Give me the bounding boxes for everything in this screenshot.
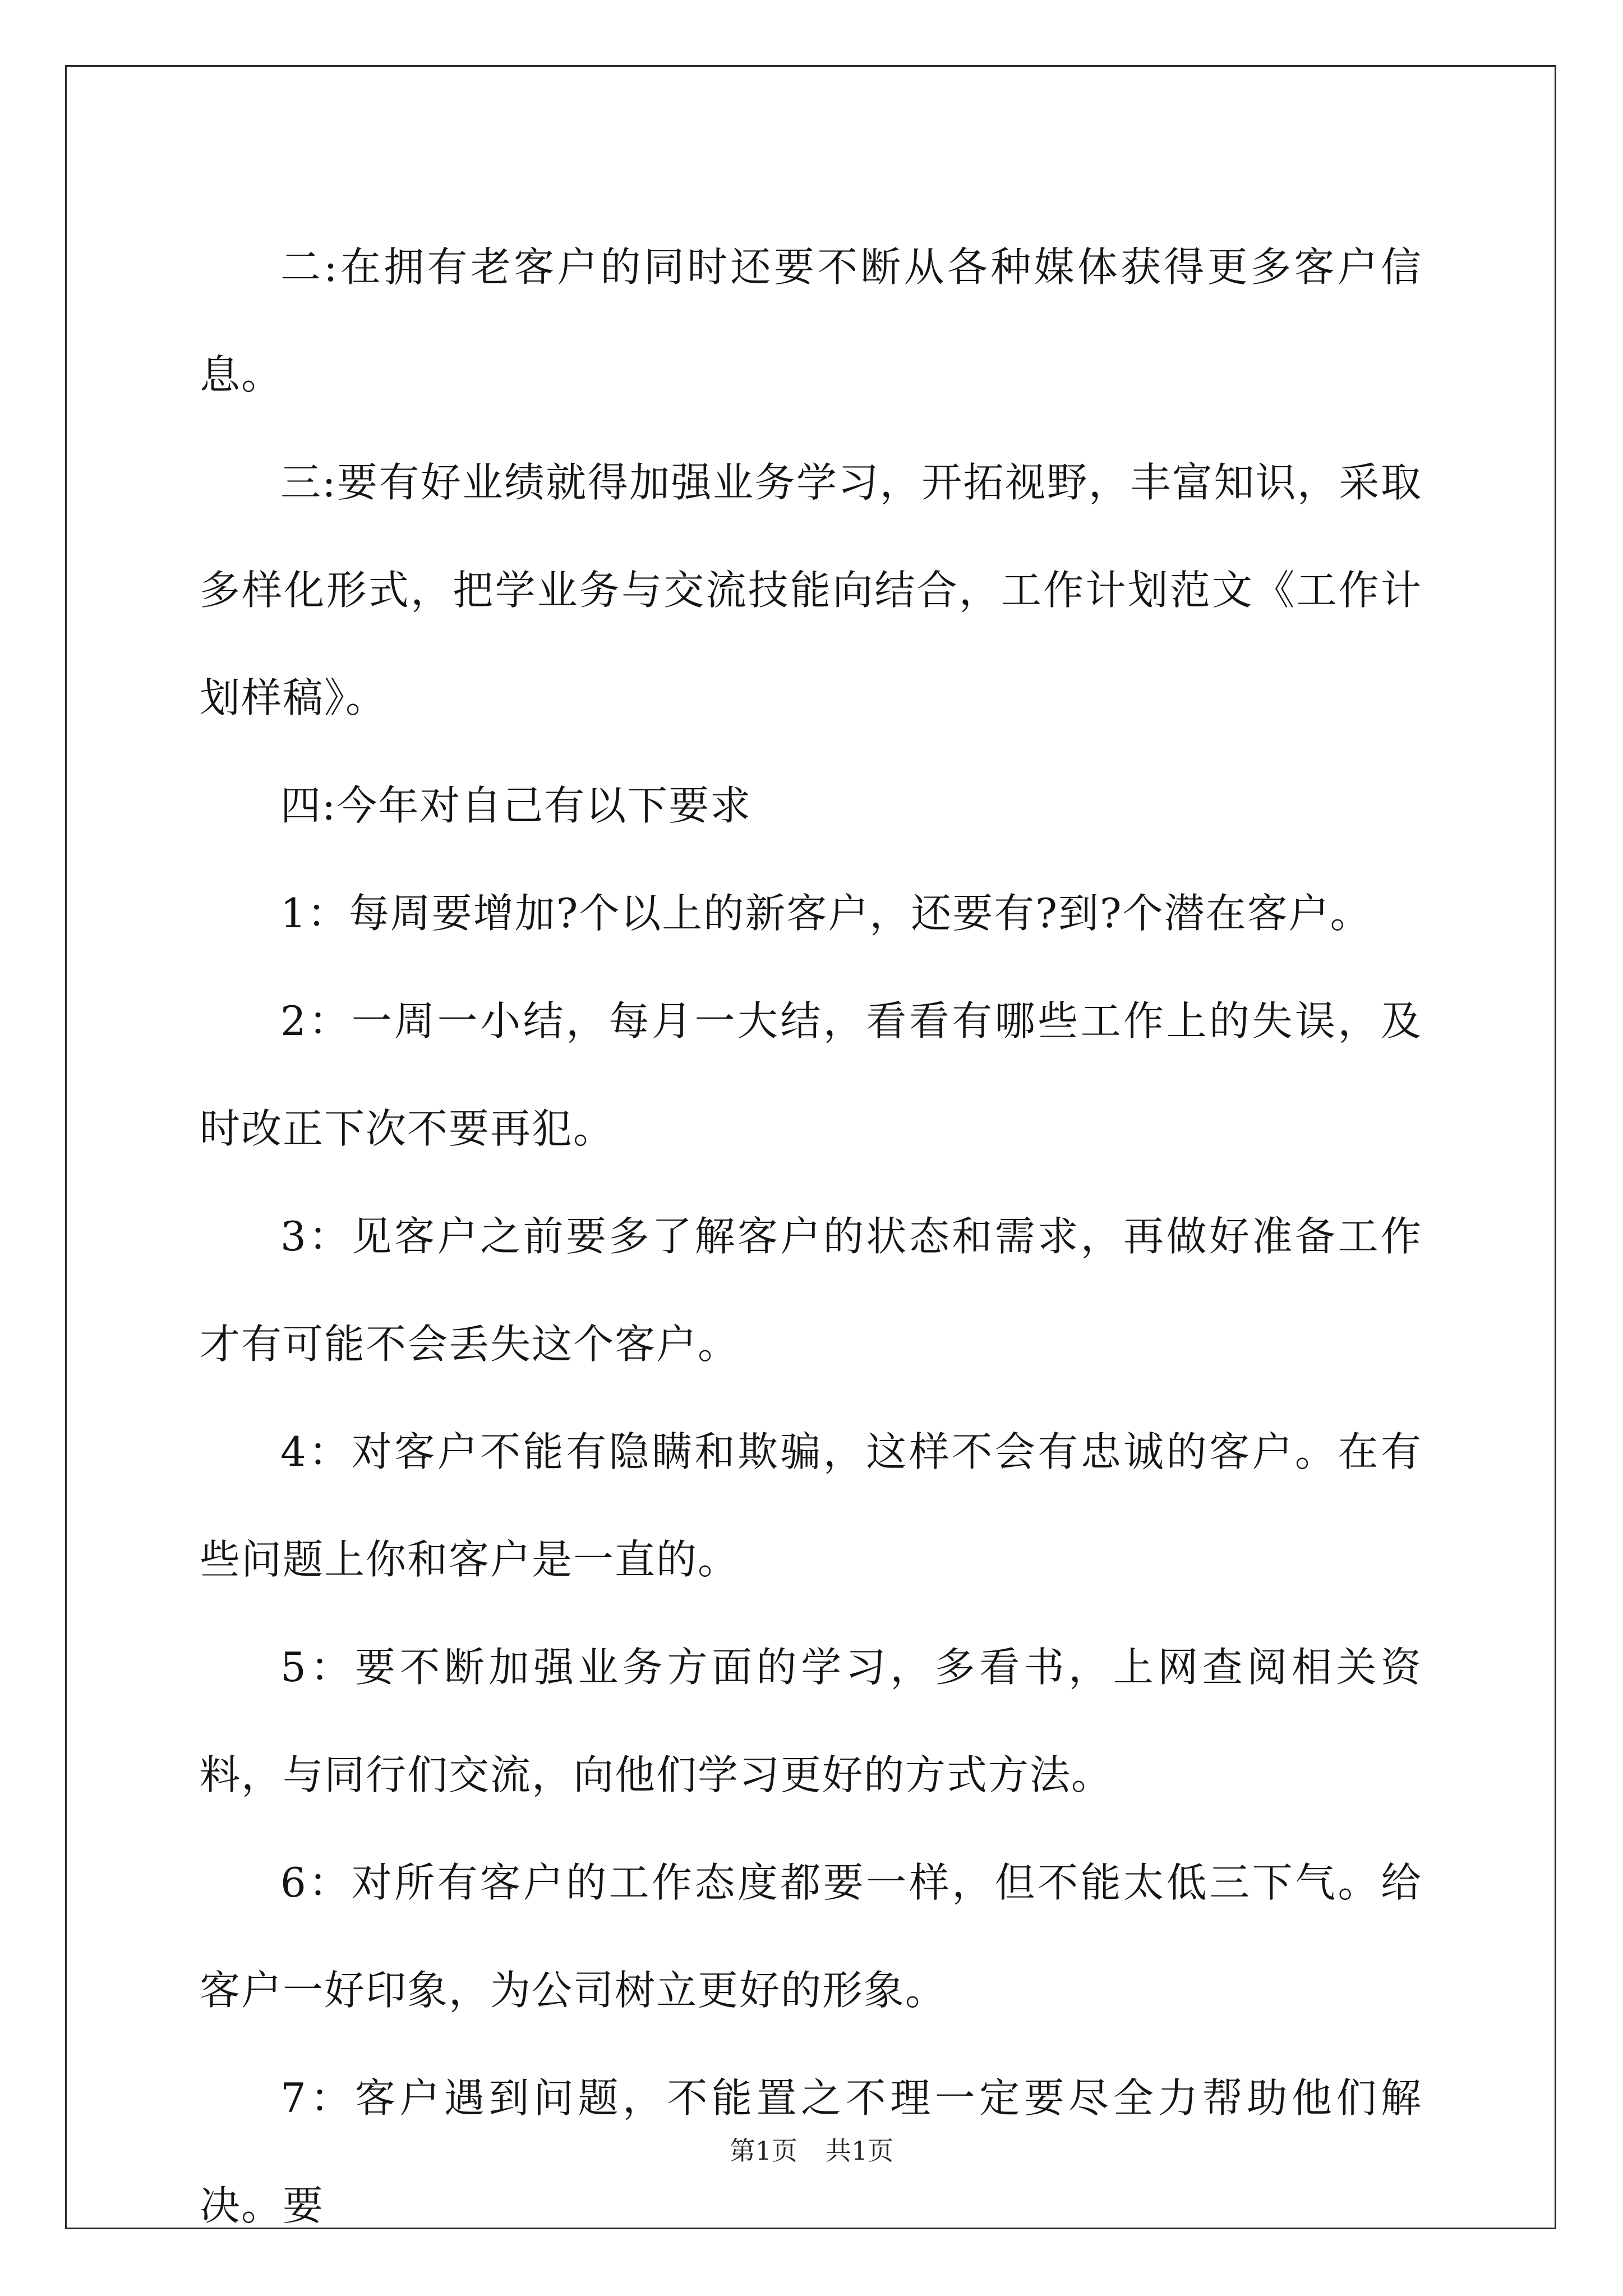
- requirement-3: 3：见客户之前要多了解客户的状态和需求，再做好准备工作才有可能不会丢失这个客户。: [200, 1213, 1422, 1368]
- requirement-1: 1：每周要增加?个以上的新客户，还要有?到?个潜在客户。: [280, 890, 1372, 937]
- page-number: 第1页: [729, 2136, 797, 2166]
- requirement-2: 2：一周一小结，每月一大结，看看有哪些工作上的失误，及时改正下次不要再犯。: [200, 997, 1422, 1152]
- requirement-5: 5：要不断加强业务方面的学习，多看书，上网查阅相关资料，与同行们交流，向他们学习更好的方式方法。: [200, 1644, 1422, 1798]
- paragraph-4: 四:今年对自己有以下要求: [280, 782, 752, 829]
- requirement-7: 7：客户遇到问题，不能置之不理一定要尽全力帮助他们解决。要: [200, 2074, 1422, 2229]
- requirement-4: 4：对客户不能有隐瞒和欺骗，这样不会有忠诚的客户。在有些问题上你和客户是一直的。: [200, 1428, 1422, 1583]
- document-body: [200, 213, 1422, 2260]
- paragraph-3: 三:要有好业绩就得加强业务学习，开拓视野，丰富知识，采取多样化形式，把学业务与交流技能向结合，工作计划范文《工作计划样稿》。: [200, 459, 1422, 721]
- paragraph-2: 二:在拥有老客户的同时还要不断从各种媒体获得更多客户信息。: [200, 243, 1422, 398]
- page-footer: [0, 2134, 1623, 2168]
- page-total: 共1页: [826, 2136, 894, 2166]
- requirement-6: 6：对所有客户的工作态度都要一样，但不能太低三下气。给客户一好印象，为公司树立更好的形象。: [200, 1859, 1422, 2014]
